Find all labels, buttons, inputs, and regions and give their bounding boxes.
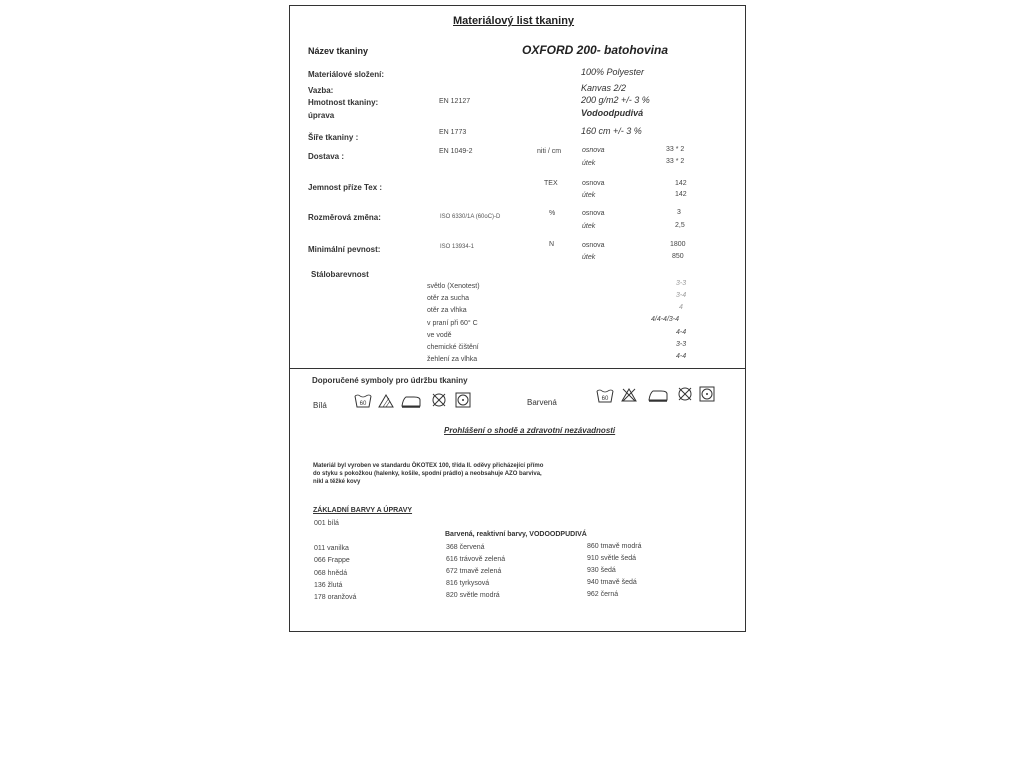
colored-label: Barvená	[527, 398, 557, 407]
reactive-colors-title: Barvená, reaktivní barvy, VODOODPUDIVÁ	[445, 531, 587, 538]
width-value: 160 cm +/- 3 %	[581, 126, 642, 136]
color-item: 962 černá	[587, 591, 619, 598]
wash-temp-label: 60	[359, 401, 367, 407]
iron-icon	[400, 394, 422, 408]
cf-item-name: chemické čištění	[427, 344, 479, 351]
iron-icon	[647, 388, 669, 402]
tumble-dry-icon	[455, 392, 471, 408]
colorfastness-label: Stálobarevnost	[311, 270, 369, 279]
fabric-name-value: OXFORD 200- batohovina	[522, 43, 669, 57]
fineness-weft-value: 142	[675, 191, 687, 198]
density-weft-value: 33 * 2	[666, 158, 685, 165]
finish-value: Vodoodpudivá	[581, 108, 644, 118]
weave-label: Vazba:	[308, 86, 334, 95]
fineness-unit: TEX	[544, 180, 558, 187]
cf-item-name: ve vodě	[427, 332, 452, 339]
bleach-triangle-icon	[378, 393, 394, 409]
color-white: 001 bílá	[314, 520, 339, 527]
cf-item-name: otěr za sucha	[427, 295, 470, 302]
colors-title: ZÁKLADNÍ BARVY A ÚPRAVY	[313, 507, 413, 514]
weight-value: 200 g/m2 +/- 3 %	[581, 95, 650, 105]
density-weft-label: útek	[582, 160, 596, 167]
strength-warp-label: osnova	[582, 242, 605, 249]
fineness-warp-value: 142	[675, 180, 687, 187]
color-item: 672 tmavě zelená	[446, 568, 502, 575]
weight-standard: EN 12127	[439, 98, 471, 105]
color-item: 860 tmavě modrá	[587, 543, 642, 550]
no-dryclean-icon	[677, 386, 693, 402]
weave-value: Kanvas 2/2	[581, 83, 627, 93]
color-item: 178 oranžová	[314, 594, 357, 601]
cf-item-name: v praní při 60° C	[427, 320, 478, 327]
strength-warp-value: 1800	[670, 241, 686, 248]
tumble-dry-icon	[699, 386, 715, 402]
color-item: 136 žlutá	[314, 582, 343, 589]
width-label: Šíře tkaniny :	[308, 133, 359, 142]
dimensional-weft-value: 2,5	[675, 222, 685, 229]
dimensional-warp-value: 3	[677, 209, 681, 216]
dimensional-label: Rozměrová změna:	[308, 213, 381, 222]
color-item: 820 světle modrá	[446, 592, 500, 599]
width-standard: EN 1773	[439, 129, 467, 136]
care-title: Doporučené symboly pro údržbu tkaniny	[312, 376, 468, 385]
fineness-label: Jemnost příze Tex :	[308, 183, 383, 192]
section-divider	[289, 368, 746, 369]
bleach-triangle-icon	[621, 387, 637, 403]
dimensional-warp-label: osnova	[582, 210, 605, 217]
finish-label: úprava	[308, 111, 335, 120]
fineness-weft-label: útek	[582, 192, 596, 199]
cf-item-name: otěr za vlhka	[427, 307, 467, 314]
wash-60-icon	[596, 388, 614, 404]
cf-item-name: světlo (Xenotest)	[427, 283, 480, 290]
wash-temp-label: 60	[601, 396, 609, 402]
dimensional-weft-label: útek	[582, 223, 596, 230]
wash-60-icon	[354, 393, 372, 409]
color-item: 616 trávově zelená	[446, 556, 506, 563]
density-standard: EN 1049-2	[439, 148, 473, 155]
density-warp-value: 33 * 2	[666, 146, 685, 153]
strength-standard: ISO 13934-1	[440, 244, 475, 250]
document-title: Materiálový list tkaniny	[453, 15, 575, 27]
declaration-line: Materiál byl vyroben ve standardu ÖKOTEX 100, třída II. oděvy přicházející přímo	[313, 463, 544, 469]
fabric-name-label: Název tkaniny	[308, 46, 369, 56]
color-item: 068 hnědá	[314, 570, 348, 577]
color-item: 930 šedá	[587, 567, 616, 574]
color-item: 066 Frappe	[314, 557, 350, 564]
declaration-line: do styku s pokožkou (halenky, košile, spodní prádlo) a neobsahuje AZO barviva,	[313, 471, 542, 477]
cf-item-value: 4-4	[676, 353, 687, 360]
weight-label: Hmotnost tkaniny:	[308, 98, 379, 107]
composition-label: Materiálové složení:	[308, 70, 385, 79]
declaration-title: Prohlášení o shodě a zdravotní nezávadnosti	[444, 426, 616, 435]
declaration-line: nikl a těžké kovy	[313, 479, 361, 485]
no-dryclean-icon	[431, 392, 447, 408]
strength-unit: N	[549, 241, 555, 248]
dimensional-standard: ISO 6330/1A (60oC)-D	[440, 214, 501, 220]
dimensional-unit: %	[549, 210, 556, 217]
density-label: Dostava :	[308, 152, 345, 161]
density-warp-label: osnova	[582, 147, 605, 154]
color-item: 940 tmavě šedá	[587, 579, 637, 586]
color-item: 816 tyrkysová	[446, 580, 490, 587]
cf-item-value: 4/4-4/3-4	[651, 316, 680, 323]
cf-item-value: 4-4	[676, 329, 687, 336]
fineness-warp-label: osnova	[582, 180, 605, 187]
strength-label: Minimální pevnost:	[308, 245, 381, 254]
density-unit: niti / cm	[537, 148, 562, 155]
strength-weft-label: útek	[582, 254, 596, 261]
composition-value: 100% Polyester	[581, 67, 645, 77]
cf-item-value: 4	[679, 304, 683, 311]
cf-item-value: 3-4	[676, 292, 687, 299]
color-item: 011 vanilka	[314, 545, 349, 552]
strength-weft-value: 850	[672, 253, 684, 260]
cf-item-name: žehlení za vlhka	[427, 356, 478, 363]
white-label: Bílá	[313, 401, 327, 410]
color-item: 368 červená	[446, 544, 485, 551]
cf-item-value: 3-3	[676, 341, 687, 348]
cf-item-value: 3-3	[676, 280, 687, 287]
color-item: 910 světle šedá	[587, 555, 637, 562]
